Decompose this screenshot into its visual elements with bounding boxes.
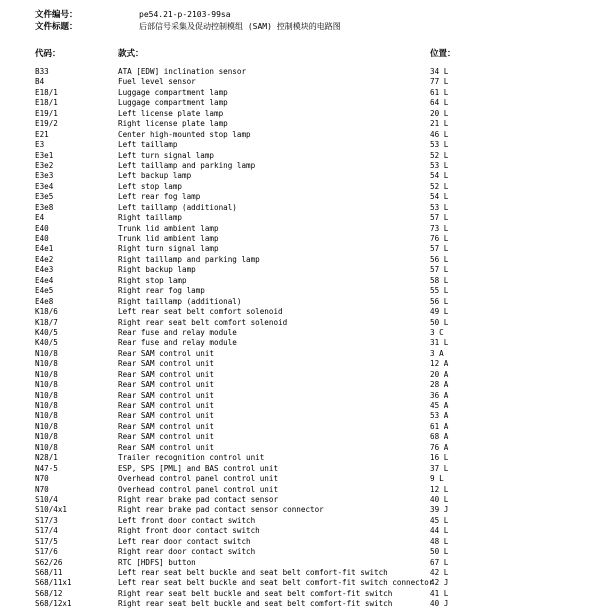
row-position: 28 A bbox=[430, 380, 449, 390]
table-row bbox=[35, 537, 595, 547]
row-description: Trailer recognition control unit bbox=[118, 453, 265, 463]
row-code: S68/11 bbox=[35, 568, 63, 577]
row-code: E3e1 bbox=[35, 150, 54, 160]
row-code: K40/5 bbox=[35, 338, 58, 348]
row-code: E18/1 bbox=[35, 87, 58, 97]
row-code: E4e4 bbox=[35, 275, 54, 285]
row-description: Overhead control panel control unit bbox=[118, 474, 279, 484]
row-position: 57 L bbox=[430, 213, 449, 223]
row-position: 41 L bbox=[430, 588, 449, 598]
row-description: Left taillamp and parking lamp bbox=[118, 160, 256, 170]
row-code: S68/12x1 bbox=[35, 599, 72, 609]
doc-number-row bbox=[35, 9, 341, 21]
row-position: 46 L bbox=[430, 129, 449, 139]
row-description: Right rear door contact switch bbox=[118, 547, 256, 557]
row-code: N70 bbox=[35, 484, 49, 494]
row-code: E3e5 bbox=[35, 192, 54, 202]
row-description: Luggage compartment lamp bbox=[118, 98, 228, 108]
table-row bbox=[35, 589, 595, 599]
table-row bbox=[35, 192, 595, 202]
row-position: 58 L bbox=[430, 275, 449, 285]
row-code: K18/6 bbox=[35, 307, 58, 317]
row-code: K40/5 bbox=[35, 327, 58, 337]
table-row bbox=[35, 443, 595, 453]
row-description: Left license plate lamp bbox=[118, 108, 224, 118]
table-row bbox=[35, 370, 595, 380]
row-position: 45 A bbox=[430, 401, 449, 410]
row-description: Rear SAM control unit bbox=[118, 401, 215, 410]
row-description: Rear SAM control unit bbox=[118, 359, 215, 369]
row-position: 53 A bbox=[430, 411, 449, 421]
table-row bbox=[35, 495, 595, 505]
row-code: E4e8 bbox=[35, 296, 54, 306]
table-row bbox=[35, 568, 595, 578]
row-code: E3 bbox=[35, 140, 45, 150]
row-code: E19/2 bbox=[35, 119, 58, 129]
row-code: N10/8 bbox=[35, 369, 58, 379]
table-row bbox=[35, 151, 595, 161]
table-row bbox=[35, 88, 595, 98]
row-code: N10/8 bbox=[35, 432, 58, 442]
row-description: Rear SAM control unit bbox=[118, 421, 215, 431]
row-position: 42 L bbox=[430, 568, 449, 577]
row-description: Left taillamp (additional) bbox=[118, 202, 237, 212]
table-row bbox=[35, 244, 595, 254]
table-row bbox=[35, 98, 595, 108]
row-position: 3 A bbox=[430, 348, 444, 358]
table-row bbox=[35, 338, 595, 348]
component-list bbox=[35, 67, 595, 610]
row-position: 53 L bbox=[430, 140, 449, 150]
table-row bbox=[35, 109, 595, 119]
column-header-position: 位置： bbox=[430, 49, 456, 59]
document-meta bbox=[35, 9, 341, 33]
table-row bbox=[35, 401, 595, 411]
row-description: Rear SAM control unit bbox=[118, 442, 215, 452]
table-row bbox=[35, 516, 595, 526]
row-description: RTC [HDFS] button bbox=[118, 557, 196, 567]
table-row bbox=[35, 276, 595, 286]
row-position: 73 L bbox=[430, 223, 449, 233]
row-description: Rear fuse and relay module bbox=[118, 327, 237, 337]
row-description: Rear SAM control unit bbox=[118, 432, 215, 442]
row-code: N10/8 bbox=[35, 348, 58, 358]
row-code: N10/8 bbox=[35, 359, 58, 369]
table-row bbox=[35, 318, 595, 328]
row-code: N47-5 bbox=[35, 463, 58, 473]
row-code: S68/12 bbox=[35, 588, 63, 598]
table-row bbox=[35, 359, 595, 369]
row-code: N28/1 bbox=[35, 453, 58, 463]
table-row bbox=[35, 213, 595, 223]
row-position: 52 L bbox=[430, 150, 449, 160]
table-row bbox=[35, 485, 595, 495]
row-position: 49 L bbox=[430, 307, 449, 317]
row-description: Left rear door contact switch bbox=[118, 536, 251, 546]
row-description: Left turn signal lamp bbox=[118, 150, 215, 160]
row-position: 54 L bbox=[430, 192, 449, 202]
row-code: K18/7 bbox=[35, 317, 58, 327]
row-code: E3e2 bbox=[35, 160, 54, 170]
table-row bbox=[35, 140, 595, 150]
row-description: Left taillamp bbox=[118, 140, 178, 150]
row-position: 67 L bbox=[430, 557, 449, 567]
row-code: S17/3 bbox=[35, 515, 58, 525]
doc-number-value: pe54.21-p-2103-99sa bbox=[139, 10, 231, 19]
row-description: Trunk lid ambient lamp bbox=[118, 223, 219, 233]
row-description: Left front door contact switch bbox=[118, 515, 256, 525]
table-row bbox=[35, 599, 595, 609]
row-position: 3 C bbox=[430, 327, 444, 337]
row-position: 44 L bbox=[430, 526, 449, 536]
table-row bbox=[35, 558, 595, 568]
row-code: E3e8 bbox=[35, 202, 54, 212]
row-description: Left rear fog lamp bbox=[118, 192, 201, 202]
row-description: Center high-mounted stop lamp bbox=[118, 129, 251, 139]
row-code: N10/8 bbox=[35, 380, 58, 390]
row-position: 50 L bbox=[430, 547, 449, 557]
table-row bbox=[35, 297, 595, 307]
row-position: 12 A bbox=[430, 359, 449, 369]
row-description: Right backup lamp bbox=[118, 265, 196, 275]
row-position: 40 L bbox=[430, 494, 449, 504]
table-row bbox=[35, 224, 595, 234]
table-row bbox=[35, 547, 595, 557]
row-position: 20 L bbox=[430, 108, 449, 118]
row-position: 54 L bbox=[430, 171, 449, 181]
row-position: 55 L bbox=[430, 286, 449, 296]
row-position: 61 L bbox=[430, 87, 449, 97]
row-description: Rear SAM control unit bbox=[118, 390, 215, 400]
table-row bbox=[35, 505, 595, 515]
row-code: E40 bbox=[35, 234, 49, 243]
table-row bbox=[35, 432, 595, 442]
row-description: Right taillamp bbox=[118, 213, 183, 223]
row-description: Left rear seat belt buckle and seat belt comfort-fit switch bbox=[118, 568, 388, 577]
row-position: 40 J bbox=[430, 599, 449, 609]
row-description: Right stop lamp bbox=[118, 275, 187, 285]
row-position: 9 L bbox=[430, 474, 444, 484]
row-code: B33 bbox=[35, 67, 49, 76]
row-code: B4 bbox=[35, 77, 45, 87]
row-code: N10/8 bbox=[35, 421, 58, 431]
row-code: S62/26 bbox=[35, 557, 63, 567]
row-position: 39 J bbox=[430, 505, 449, 515]
row-code: E21 bbox=[35, 129, 49, 139]
row-description: Left backup lamp bbox=[118, 171, 192, 181]
row-code: E4e1 bbox=[35, 244, 54, 254]
table-row bbox=[35, 265, 595, 275]
row-position: 53 L bbox=[430, 160, 449, 170]
row-code: E4e5 bbox=[35, 286, 54, 296]
table-row bbox=[35, 328, 595, 338]
row-code: S10/4 bbox=[35, 494, 58, 504]
row-position: 12 L bbox=[430, 484, 449, 494]
table-row bbox=[35, 422, 595, 432]
row-description: Right rear seat belt buckle and seat belt comfort-fit switch bbox=[118, 588, 393, 598]
table-row bbox=[35, 286, 595, 296]
table-row bbox=[35, 67, 595, 77]
row-description: Overhead control panel control unit bbox=[118, 484, 279, 494]
row-description: ESP, SPS [PML] and BAS control unit bbox=[118, 463, 279, 473]
row-position: 52 L bbox=[430, 181, 449, 191]
row-position: 36 A bbox=[430, 390, 449, 400]
row-code: E3e4 bbox=[35, 181, 54, 191]
row-description: Rear SAM control unit bbox=[118, 348, 215, 358]
table-row bbox=[35, 411, 595, 421]
row-position: 20 A bbox=[430, 369, 449, 379]
row-description: Right rear brake pad contact sensor bbox=[118, 494, 279, 504]
row-position: 61 A bbox=[430, 421, 449, 431]
column-header-description: 款式： bbox=[118, 49, 144, 59]
row-code: N70 bbox=[35, 474, 49, 484]
table-row bbox=[35, 349, 595, 359]
table-row bbox=[35, 130, 595, 140]
row-code: N10/8 bbox=[35, 442, 58, 452]
row-description: Rear SAM control unit bbox=[118, 411, 215, 421]
row-description: Right turn signal lamp bbox=[118, 244, 219, 254]
table-row bbox=[35, 77, 595, 87]
row-position: 31 L bbox=[430, 338, 449, 348]
row-description: Rear fuse and relay module bbox=[118, 338, 237, 348]
row-position: 37 L bbox=[430, 463, 449, 473]
row-code: S17/4 bbox=[35, 526, 58, 536]
doc-title-label: 文件标题： bbox=[35, 22, 78, 32]
row-position: 42 J bbox=[430, 578, 449, 588]
table-row bbox=[35, 380, 595, 390]
row-code: S17/5 bbox=[35, 536, 58, 546]
table-row bbox=[35, 526, 595, 536]
row-description: Right taillamp and parking lamp bbox=[118, 254, 260, 264]
row-description: Fuel level sensor bbox=[118, 77, 196, 87]
row-description: Left stop lamp bbox=[118, 181, 183, 191]
row-position: 57 L bbox=[430, 244, 449, 254]
table-row bbox=[35, 474, 595, 484]
row-code: N10/8 bbox=[35, 390, 58, 400]
row-code: N10/8 bbox=[35, 411, 58, 421]
table-row bbox=[35, 307, 595, 317]
table-row bbox=[35, 119, 595, 129]
row-position: 68 A bbox=[430, 432, 449, 442]
row-code: E4 bbox=[35, 213, 45, 223]
row-code: E4e2 bbox=[35, 254, 54, 264]
column-header-code: 代码： bbox=[35, 49, 61, 59]
row-description: Luggage compartment lamp bbox=[118, 87, 228, 97]
row-description: Right rear seat belt comfort solenoid bbox=[118, 317, 288, 327]
row-position: 21 L bbox=[430, 119, 449, 129]
row-position: 64 L bbox=[430, 98, 449, 108]
row-position: 53 L bbox=[430, 202, 449, 212]
table-row bbox=[35, 234, 595, 244]
table-row bbox=[35, 453, 595, 463]
doc-number-label: 文件编号： bbox=[35, 10, 78, 20]
table-row bbox=[35, 391, 595, 401]
row-description: Left rear seat belt buckle and seat belt comfort-fit switch connector bbox=[118, 578, 434, 588]
table-row bbox=[35, 464, 595, 474]
row-description: ATA [EDW] inclination sensor bbox=[118, 67, 247, 76]
row-code: S17/6 bbox=[35, 547, 58, 557]
table-row bbox=[35, 182, 595, 192]
row-code: E40 bbox=[35, 223, 49, 233]
column-headers bbox=[35, 47, 465, 61]
row-code: S10/4x1 bbox=[35, 505, 68, 515]
row-description: Trunk lid ambient lamp bbox=[118, 234, 219, 243]
row-position: 77 L bbox=[430, 77, 449, 87]
row-position: 16 L bbox=[430, 453, 449, 463]
row-code: E19/1 bbox=[35, 108, 58, 118]
row-code: E3e3 bbox=[35, 171, 54, 181]
row-position: 57 L bbox=[430, 265, 449, 275]
row-position: 45 L bbox=[430, 515, 449, 525]
row-code: E4e3 bbox=[35, 265, 54, 275]
row-description: Rear SAM control unit bbox=[118, 380, 215, 390]
table-row bbox=[35, 161, 595, 171]
table-row bbox=[35, 255, 595, 265]
row-description: Right rear seat belt buckle and seat belt comfort-fit switch bbox=[118, 599, 393, 609]
row-description: Right front door contact switch bbox=[118, 526, 260, 536]
doc-title-row bbox=[35, 21, 341, 33]
row-description: Right rear brake pad contact sensor connector bbox=[118, 505, 324, 515]
row-position: 56 L bbox=[430, 296, 449, 306]
doc-title-value: 后部信号采集及促动控制模组 (SAM) 控制模块的电路图 bbox=[139, 22, 341, 31]
row-description: Right rear fog lamp bbox=[118, 286, 205, 296]
row-position: 56 L bbox=[430, 254, 449, 264]
row-position: 48 L bbox=[430, 536, 449, 546]
table-row bbox=[35, 203, 595, 213]
table-row bbox=[35, 578, 595, 588]
row-description: Right taillamp (additional) bbox=[118, 296, 242, 306]
row-position: 34 L bbox=[430, 67, 449, 76]
row-code: S68/11x1 bbox=[35, 578, 72, 588]
row-code: E18/1 bbox=[35, 98, 58, 108]
row-description: Right license plate lamp bbox=[118, 119, 228, 129]
row-code: N10/8 bbox=[35, 401, 58, 410]
row-position: 50 L bbox=[430, 317, 449, 327]
row-position: 76 L bbox=[430, 234, 449, 243]
row-description: Rear SAM control unit bbox=[118, 369, 215, 379]
row-description: Left rear seat belt comfort solenoid bbox=[118, 307, 283, 317]
row-position: 76 A bbox=[430, 442, 449, 452]
table-row bbox=[35, 171, 595, 181]
